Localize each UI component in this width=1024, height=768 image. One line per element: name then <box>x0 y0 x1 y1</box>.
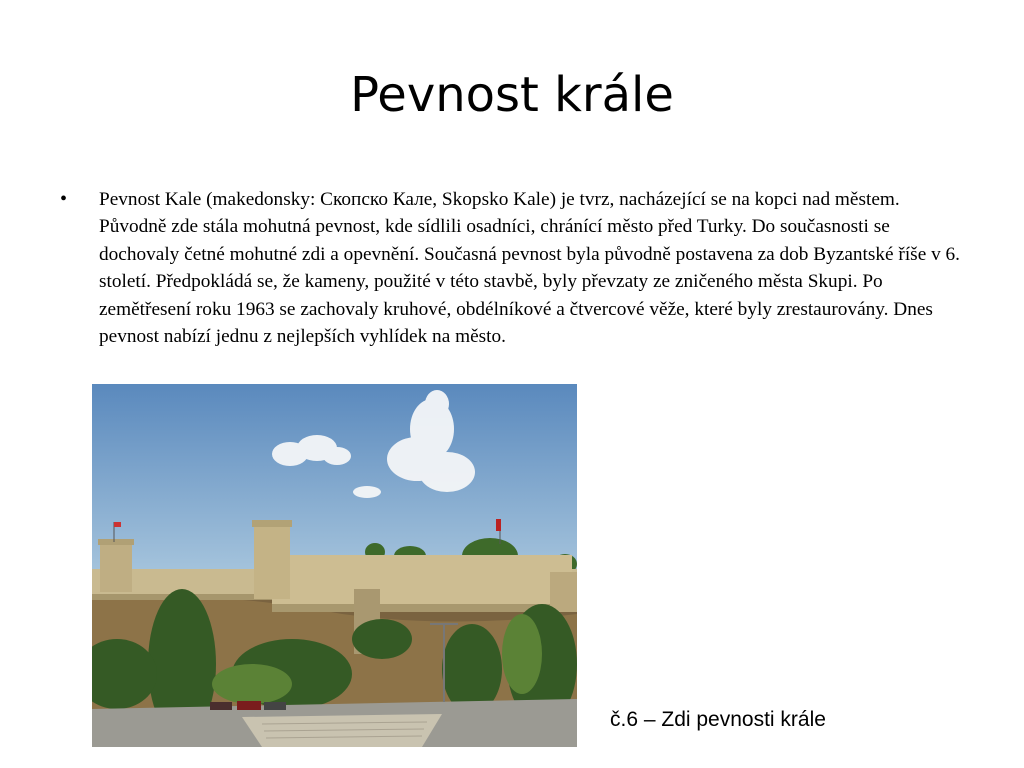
bullet-text: Pevnost Kale (makedonsky: Скопско Кале, Skopsko Kale) je tvrz, nacházející se na kopci nad městem. Původně zde stála mohutná pevnost, kde sídlili osadníci, chránící město před Turky. Do současnosti se dochovaly četné mohutné zdi a opevnění. Současná pevnost byla původně postavena za dob Byzantské říše v 6. století. Předpokládá se, že kameny, použité v této stavbě, byly převzaty ze zničeného města Skupi. Po zemětřesení roku 1963 se zachovaly kruhové, obdélníkové a čtvercové věže, které byly zrestaurovány. Dnes pevnost nabízí jednu z nejlepších vyhlídek na město. <box>99 189 960 348</box>
fortress-photo <box>92 384 577 747</box>
bullet-marker: • <box>60 188 68 210</box>
photo-caption: č.6 – Zdi pevnosti krále <box>610 708 826 731</box>
fortress-illustration <box>92 384 577 747</box>
slide-title: Pevnost krále <box>350 67 674 123</box>
